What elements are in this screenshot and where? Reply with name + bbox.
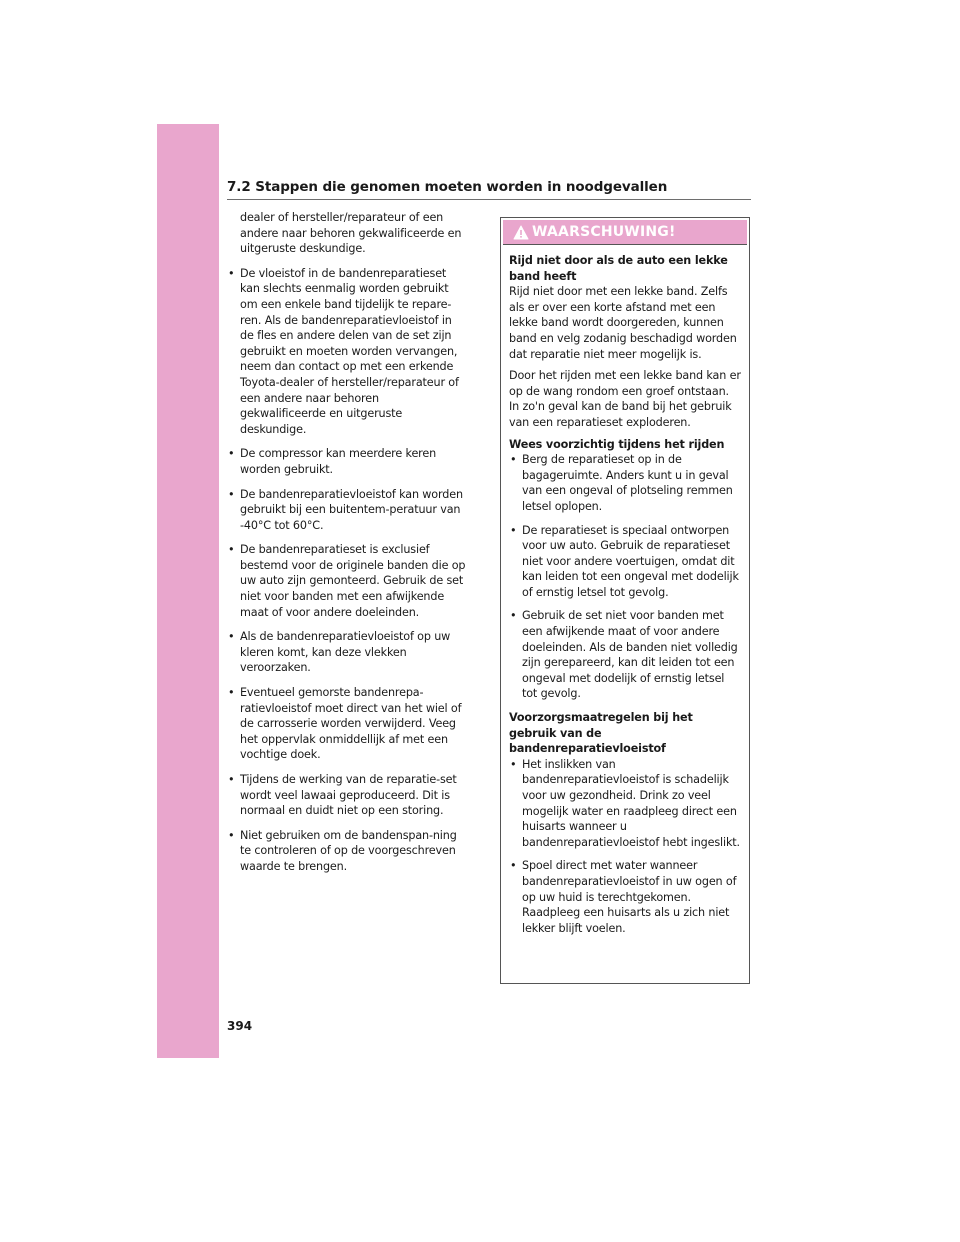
warning-subheading: Wees voorzichtig tijdens het rijden	[509, 437, 725, 451]
section-side-tab	[157, 124, 219, 1058]
list-item: • De compressor kan meerdere keren worden gebruikt.	[227, 446, 467, 477]
list-item: • De reparatieset is speciaal ontworpen voor uw auto. Gebruik de reparatieset niet voor andere voertuigen, omdat dit kan leiden tot een ongeval met dodelijk of ernstig letsel tot gevolg.	[509, 523, 741, 601]
list-item: • Berg de reparatieset op in de bagageruimte. Anders kunt u in geval van een ongeval of plotseling remmen letsel oplopen.	[509, 452, 741, 514]
list-item: • Eventueel gemorste bandenrepa-ratievloeistof moet direct van het wiel of de carrosserie worden verwijderd. Veeg het oppervlak onmiddellijk af met een vochtige doek.	[227, 685, 467, 763]
warning-header	[503, 220, 747, 245]
list-item: • Gebruik de set niet voor banden met een afwijkende maat of voor andere doeleinden. Als de banden niet volledig zijn gerepareerd, kan dit leiden tot een ongeval met dodelijk of ernstig letsel tot gevolg.	[509, 608, 741, 702]
list-item: • Als de bandenreparatievloeistof op uw kleren komt, kan deze vlekken veroorzaken.	[227, 629, 467, 676]
list-item: • Niet gebruiken om de bandenspan-ning te controleren of op de voorgeschreven waarde te brengen.	[227, 828, 467, 875]
warning-box	[500, 217, 750, 984]
list-item: • Tijdens de werking van de reparatie-set wordt veel lawaai geproduceerd. Dit is normaal en duidt niet op een storing.	[227, 772, 467, 819]
warning-body	[501, 245, 749, 936]
warning-triangle-icon	[513, 225, 529, 240]
list-item: • Het inslikken van bandenreparatievloeistof is schadelijk voor uw gezondheid. Drink zo veel mogelijk water en raadpleeg direct een huisarts wanneer u bandenreparatievloeistof hebt ingeslikt.	[509, 757, 741, 851]
warning-subheading: Rijd niet door als de auto een lekke band heeft	[509, 254, 728, 283]
warning-subheading: Voorzorgsmaatregelen bij het gebruik van de bandenreparatievloeistof	[509, 711, 693, 756]
list-item: • De bandenreparatievloeistof kan worden gebruikt bij een buitentem-peratuur van -40°C tot 60°C.	[227, 487, 467, 534]
list-item: • De vloeistof in de bandenreparatieset kan slechts eenmalig worden gebruikt om een enkele band tijdelijk te repare-ren. Als de bandenreparatievloeistof in de fles en andere delen van de set zijn gebruikt en moeten worden vervangen, neem dan contact op met een erkende Toyota-dealer of hersteller/reparateur of een andere naar behoren gekwalificeerde en uitgeruste deskundige.	[227, 266, 467, 438]
warning-paragraph: Door het rijden met een lekke band kan er op de wang rondom een groef ontstaan. In zo'n geval kan de band bij het gebruik van een reparatieset exploderen.	[509, 369, 741, 429]
list-item: • Spoel direct met water wanneer bandenreparatievloeistof in uw ogen of op uw huid is terechtgekomen. Raadpleeg een huisarts als u zich niet lekker blijft voelen.	[509, 858, 741, 936]
left-text-column	[227, 210, 467, 884]
continued-paragraph: dealer of hersteller/reparateur of een andere naar behoren gekwalificeerde en uitgeruste deskundige.	[240, 211, 462, 256]
warning-title: WAARSCHUWING!	[532, 224, 676, 240]
header-divider	[227, 199, 751, 200]
list-item: • De bandenreparatieset is exclusief bestemd voor de originele banden die op uw auto zijn gemonteerd. Gebruik de set niet voor banden met een afwijkende maat of voor andere doeleinden.	[227, 542, 467, 620]
section-header-title: 7.2 Stappen die genomen moeten worden in noodgevallen	[227, 179, 668, 195]
page-number: 394	[227, 1019, 253, 1033]
warning-paragraph: Rijd niet door met een lekke band. Zelfs als er over een korte afstand met een lekke band wordt doorgereden, kunnen band en velg zodanig beschadigd worden dat reparatie niet meer mogelijk is.	[509, 285, 737, 361]
